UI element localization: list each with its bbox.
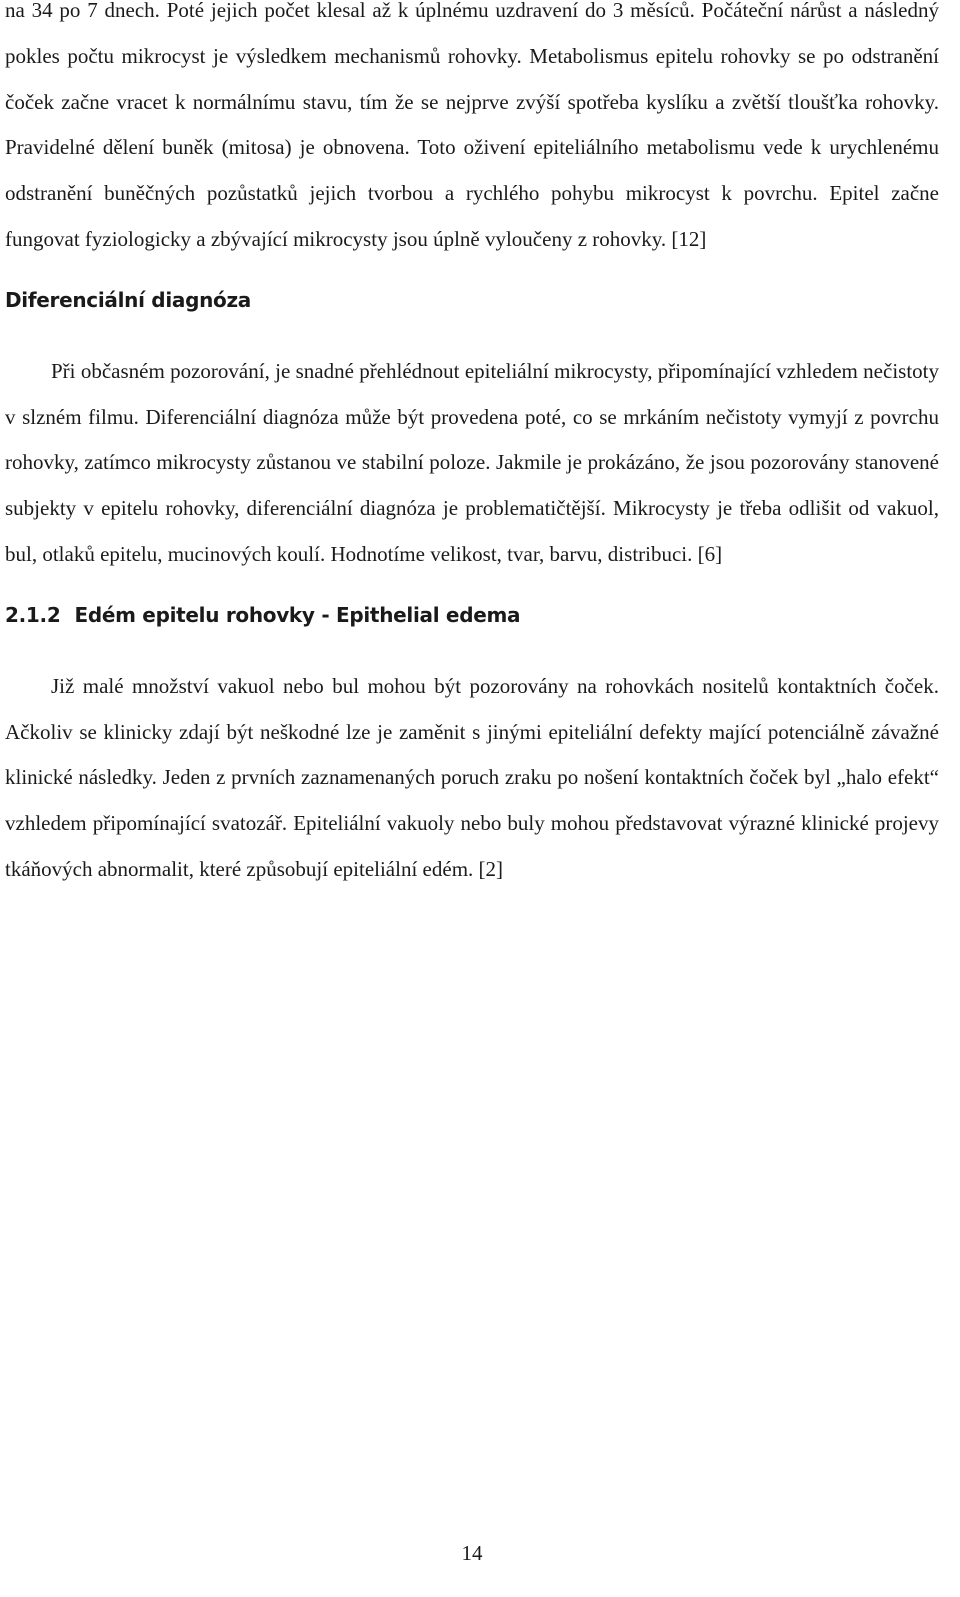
heading-differential-diagnosis: Diferenciální diagnóza	[5, 287, 252, 312]
paragraph-differential-diagnosis: Při občasném pozorování, je snadné přehlédnout epiteliální mikrocysty, připomínající vzhledem nečistoty v slzném filmu. Diferenciální diagnóza může být provedena poté, co se mrkáním nečistoty vymyjí z povrchu rohovky, zatímco mikrocysty zůstanou ve stabilní poloze. Jakmile je prokázáno, že jsou pozorovány stanovené subjekty v epitelu rohovky, diferenciální diagnóza je problematičtější. Mikrocysty je třeba odlišit od vakuol, bul, otlaků epitelu, mucinových koulí. Hodnotíme velikost, tvar, barvu, distribuci. [6]	[5, 358, 939, 566]
paragraph-epithelial-edema: Již malé množství vakuol nebo bul mohou být pozorovány na rohovkách nositelů kontaktních čoček. Ačkoliv se klinicky zdají být neškodné lze je zaměnit s jinými epiteliální defekty mající potenciálně závažné klinické následky. Jeden z prvních zaznamenaných poruch zraku po nošení kontaktních čoček byl „halo efekt“ vzhledem připomínající svatozář. Epiteliální vakuoly nebo buly mohou představovat výrazné klinické projevy tkáňových abnormalit, které způsobují epiteliální edém. [2]	[5, 673, 939, 881]
paragraph-microcysts-recovery: na 34 po 7 dnech. Poté jejich počet klesal až k úplnému uzdravení do 3 měsíců. Počáteční nárůst a následný pokles počtu mikrocyst je výsledkem mechanismů rohovky. Metabolismus epitelu rohovky se po odstranění čoček začne vracet k normálnímu stavu, tím že se nejprve zvýší spotřeba kyslíku a zvětší tloušťka rohovky. Pravidelné dělení buněk (mitosa) je obnovena. Toto oživení epiteliálního metabolismu vede k urychlenému odstranění buněčných pozůstatků jejich tvorbou a rychlého pohybu mikrocyst k povrchu. Epitel začne fungovat fyziologicky a zbývající mikrocysty jsou úplně vyloučeny z rohovky. [12]	[5, 0, 939, 251]
section-title: Edém epitelu rohovky - Epithelial edema	[74, 602, 521, 627]
document-page	[5, 0, 939, 893]
section-number: 2.1.2	[5, 602, 61, 627]
heading-section-epithelial-edema	[5, 600, 939, 630]
page-number: 14	[461, 1541, 483, 1565]
